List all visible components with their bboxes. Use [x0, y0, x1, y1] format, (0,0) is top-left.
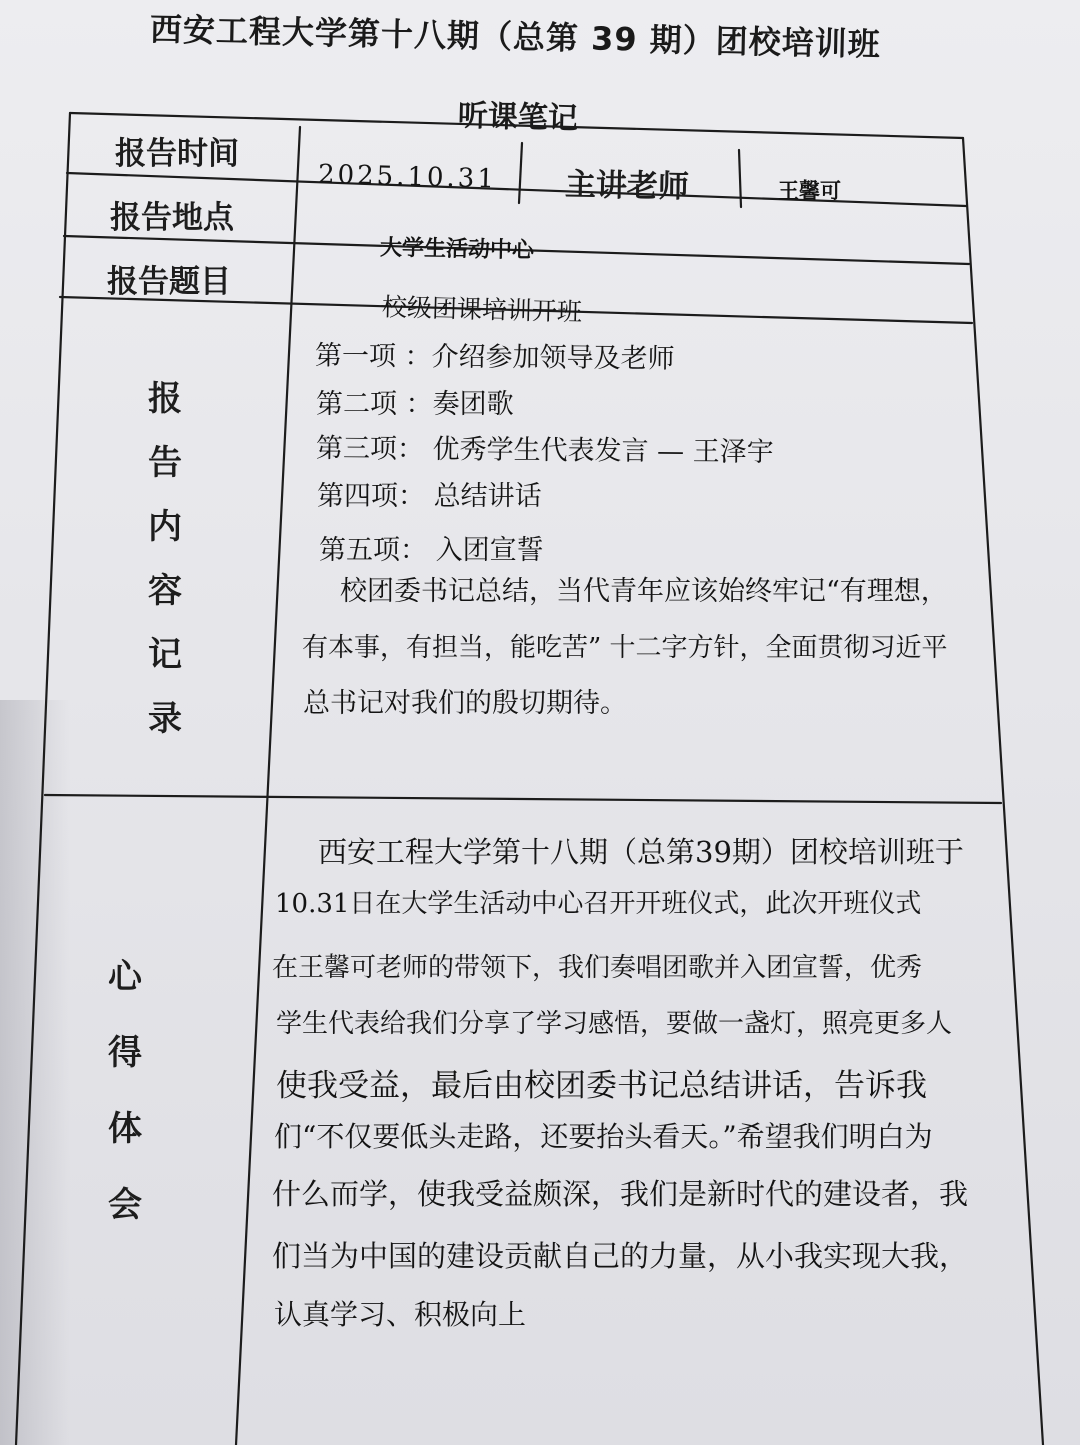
document-title: 西安工程大学第十八期（总第 39 期）团校培训班 [149, 10, 882, 64]
content-item: 第四项： 总结讲话 [317, 481, 542, 512]
report-place-label: 报告地点 [110, 200, 234, 236]
content-item: 第二项 ：奏团歌 [316, 389, 514, 420]
table-left-border [16, 113, 70, 1445]
reflection-line: 们“不仅要低头走路，还要抬头看天。”希望我们明白为 [274, 1120, 933, 1153]
content-item: 第一项 ：介绍参加领导及老师 [314, 340, 675, 375]
content-paragraph-line: 校团委书记总结，当代青年应该始终牢记“有理想， [340, 576, 948, 607]
table-right-border [963, 138, 1043, 1445]
reflection-line: 什么而学，使我受益颇深，我们是新时代的建设者，我 [272, 1177, 969, 1211]
content-paragraph-line: 有本事，有担当，能吃苦” 十二字方针，全面贯彻习近平 [302, 633, 948, 663]
reflection-line: 10.31日在大学生活动中心召开开班仪式，此次开班仪式 [275, 889, 922, 919]
reflection-line: 学生代表给我们分享了学习感悟，要做一盏灯，照亮更多人 [276, 1009, 953, 1039]
time-lecturer-divider [519, 143, 522, 203]
document-subtitle: 听课笔记 [457, 98, 579, 137]
report-topic-label: 报告题目 [107, 264, 231, 300]
reflection-line: 西安工程大学第十八期（总第39期）团校培训班于 [318, 835, 964, 869]
content-item: 第三项： 优秀学生代表发言 — 王泽宇 [315, 433, 774, 468]
content-record-label: 报 告 内 容 记 录 [148, 379, 182, 739]
report-time-value: 2025.10.31 [317, 159, 498, 195]
reflection-label: 心 得 体 会 [108, 957, 142, 1225]
lecturer-label: 主讲老师 [564, 166, 690, 206]
report-place-value: 大学生活动中心 [379, 234, 535, 264]
reflection-line: 们当为中国的建设贡献自己的力量，从小我实现大我， [272, 1239, 969, 1273]
reflection-line: 认真学习、积极向上 [274, 1298, 527, 1331]
reflection-line: 在王馨可老师的带领下，我们奏唱团歌并入团宣誓，优秀 [272, 953, 923, 983]
content-paragraph-line: 总书记对我们的殷切期待。 [303, 688, 627, 719]
content-item: 第五项： 入团宣誓 [319, 535, 544, 566]
row-line-4 [45, 795, 1001, 803]
reflection-line: 使我受益，最后由校团委书记总结讲话，告诉我 [276, 1068, 927, 1104]
report-time-label: 报告时间 [115, 136, 239, 172]
lecturer-value: 王馨可 [778, 178, 841, 203]
report-topic-value: 校级团课培训开班 [381, 292, 583, 327]
